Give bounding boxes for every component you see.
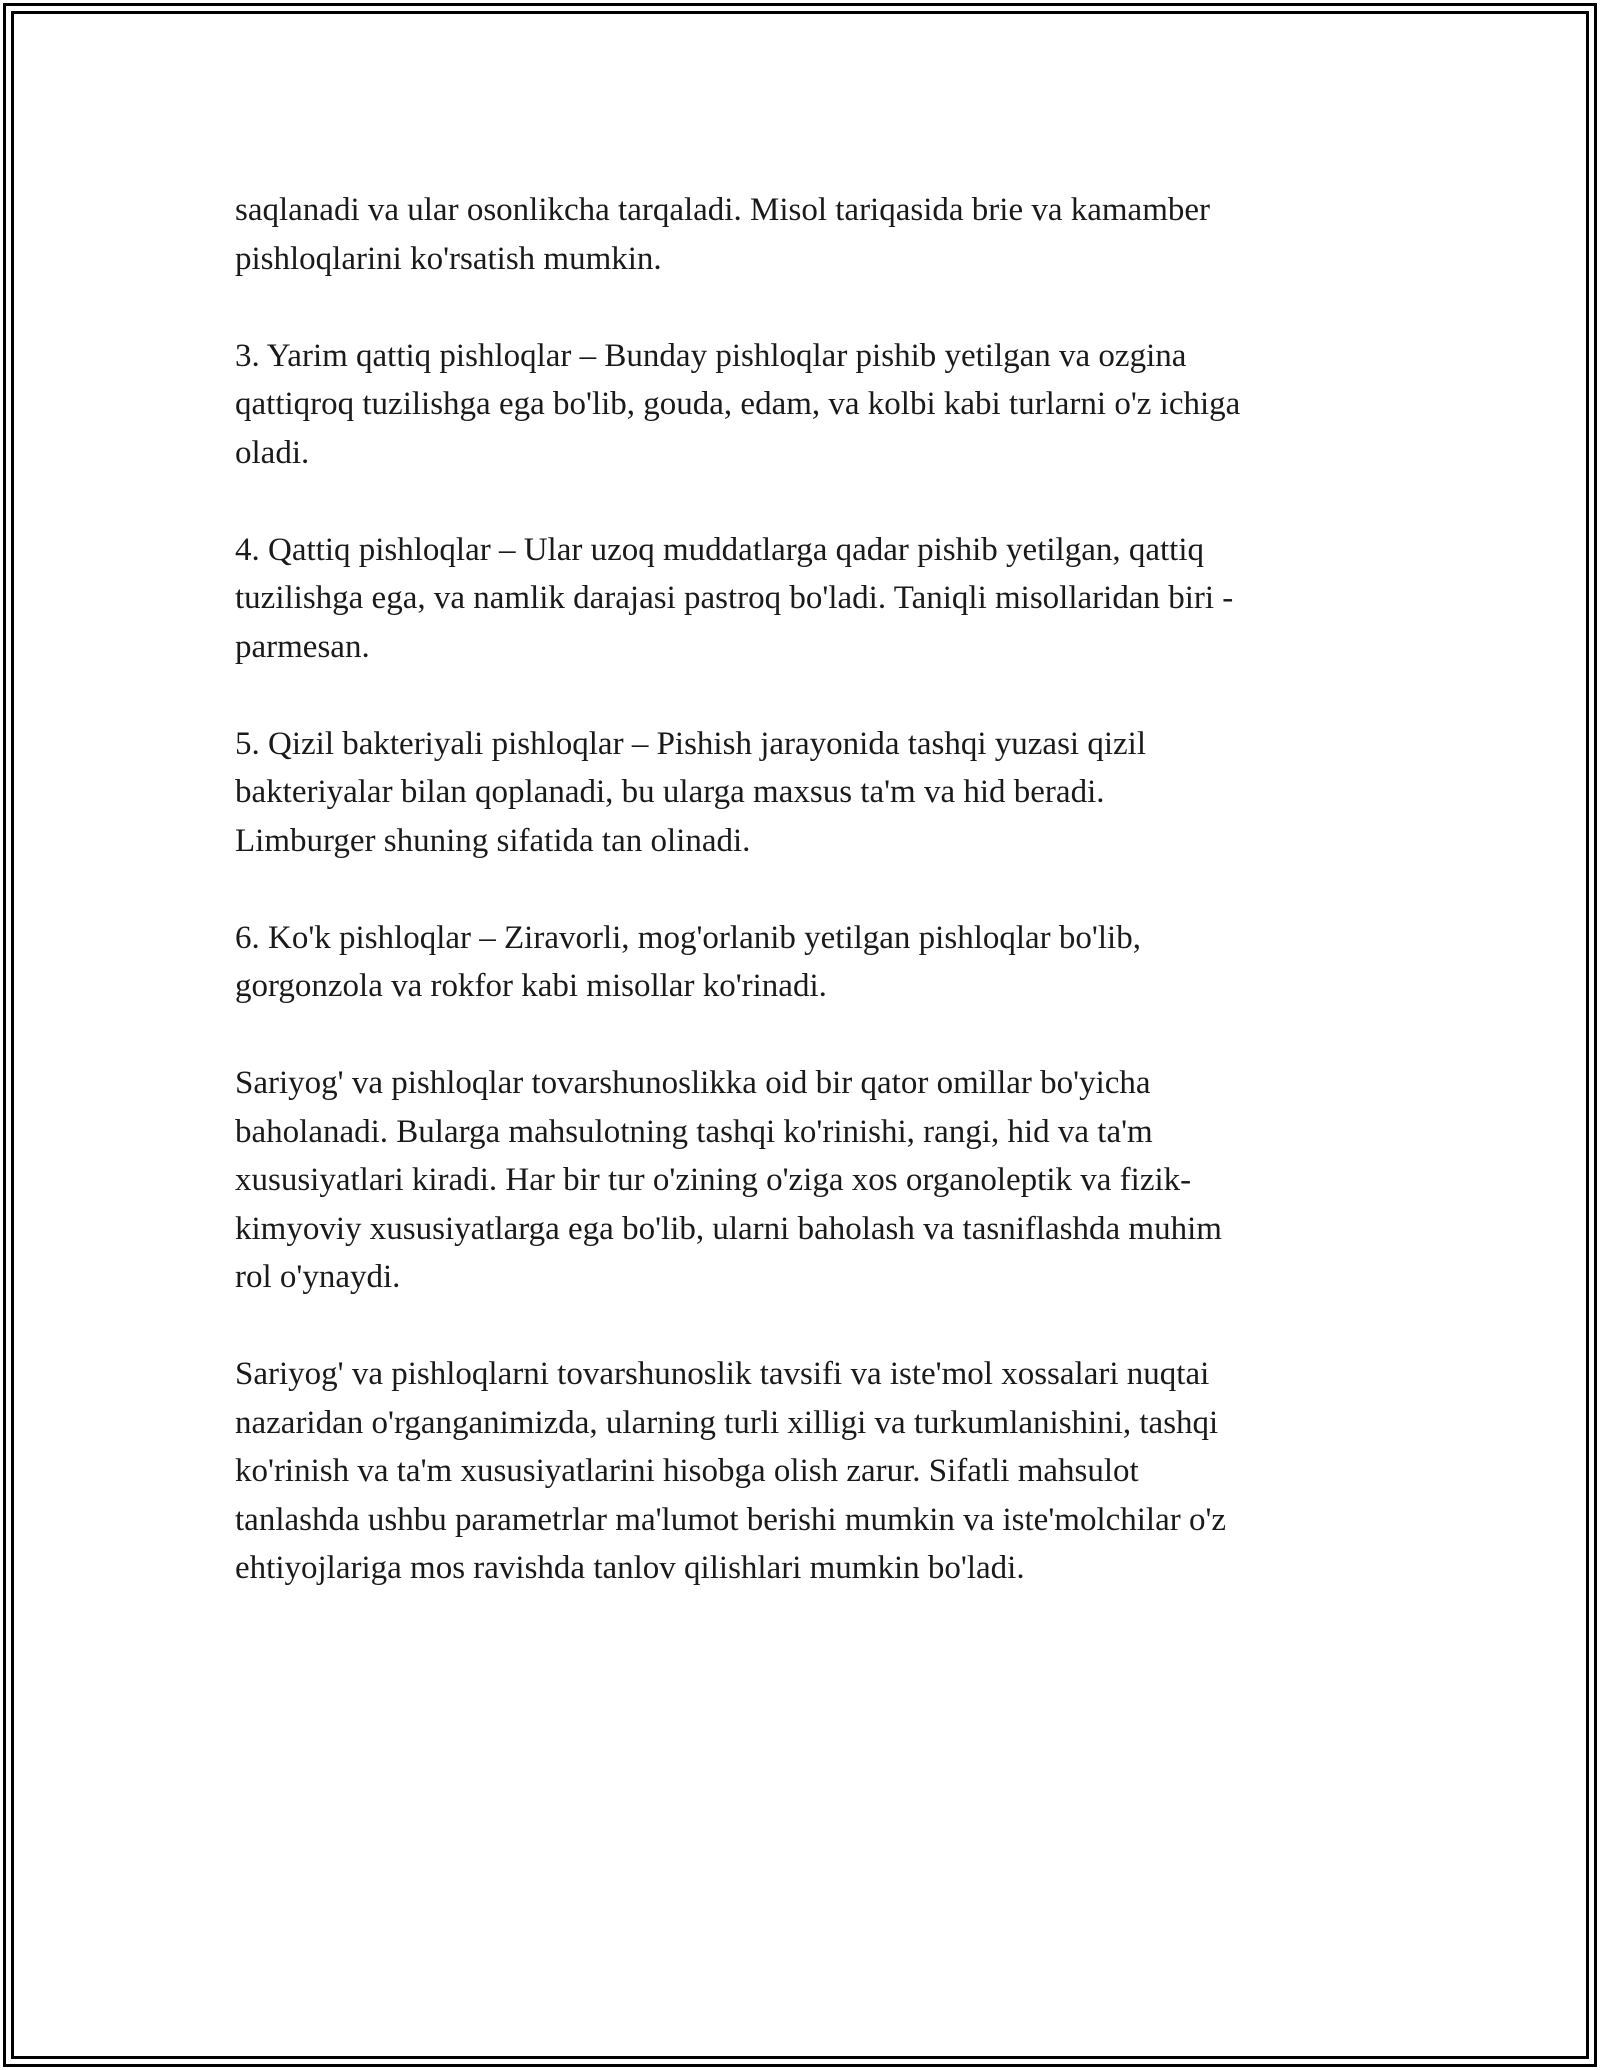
paragraph-soft-cheese-continuation: saqlanadi va ular osonlikcha tarqaladi. Misol tariqasida brie va kamamber pishloqlarini ko'rsatish mumkin. xyxy=(235,192,1210,277)
paragraph-blue-cheeses: 6. Ko'k pishloqlar – Ziravorli, mog'orlanib yetilgan pishloqlar bo'lib, gorgonzola va rokfor kabi misollar ko'rinadi. xyxy=(235,919,1141,1004)
document-body xyxy=(235,186,1365,1641)
paragraph-red-bacteria-cheeses: 5. Qizil bakteriyali pishloqlar – Pishish jarayonida tashqi yuzasi qizil bakteriyalar bilan qoplanadi, bu ularga maxsus ta'm va hid beradi. Limburger shuning sifatida tan olinadi. xyxy=(235,725,1146,859)
paragraph-evaluation-factors: Sariyog' va pishloqlar tovarshunoslikka oid bir qator omillar bo'yicha baholanadi. Bularga mahsulotning tashqi ko'rinishi, rangi, hid va ta'm xususiyatlari kiradi. Har bir tur o'zining o'ziga xos organoleptik va fizik- kimyoviy xususiyatlarga ega bo'lib, ularni baholash va tasniflashda muhim rol o'ynaydi. xyxy=(235,1065,1222,1295)
paragraph-conclusion: Sariyog' va pishloqlarni tovarshunoslik tavsifi va iste'mol xossalari nuqtai nazaridan o'rganganimizda, ularning turli xilligi va turkumlanishini, tashqi ko'rinish va ta'm xususiyatlarini hisobga olish zarur. Sifatli mahsulot tanlashda ushbu parametrlar ma'lumot berishi mumkin va iste'molchilar o'z ehtiyojlariga mos ravishda tanlov qilishlari mumkin bo'ladi. xyxy=(235,1356,1227,1586)
paragraph-semi-hard-cheeses: 3. Yarim qattiq pishloqlar – Bunday pishloqlar pishib yetilgan va ozgina qattiqroq tuzilishga ega bo'lib, gouda, edam, va kolbi kabi turlarni o'z ichiga oladi. xyxy=(235,337,1241,471)
paragraph-hard-cheeses: 4. Qattiq pishloqlar – Ular uzoq muddatlarga qadar pishib yetilgan, qattiq tuzilishga ega, va namlik darajasi pastroq bo'ladi. Taniqli misollaridan biri - parmesan. xyxy=(235,531,1234,665)
